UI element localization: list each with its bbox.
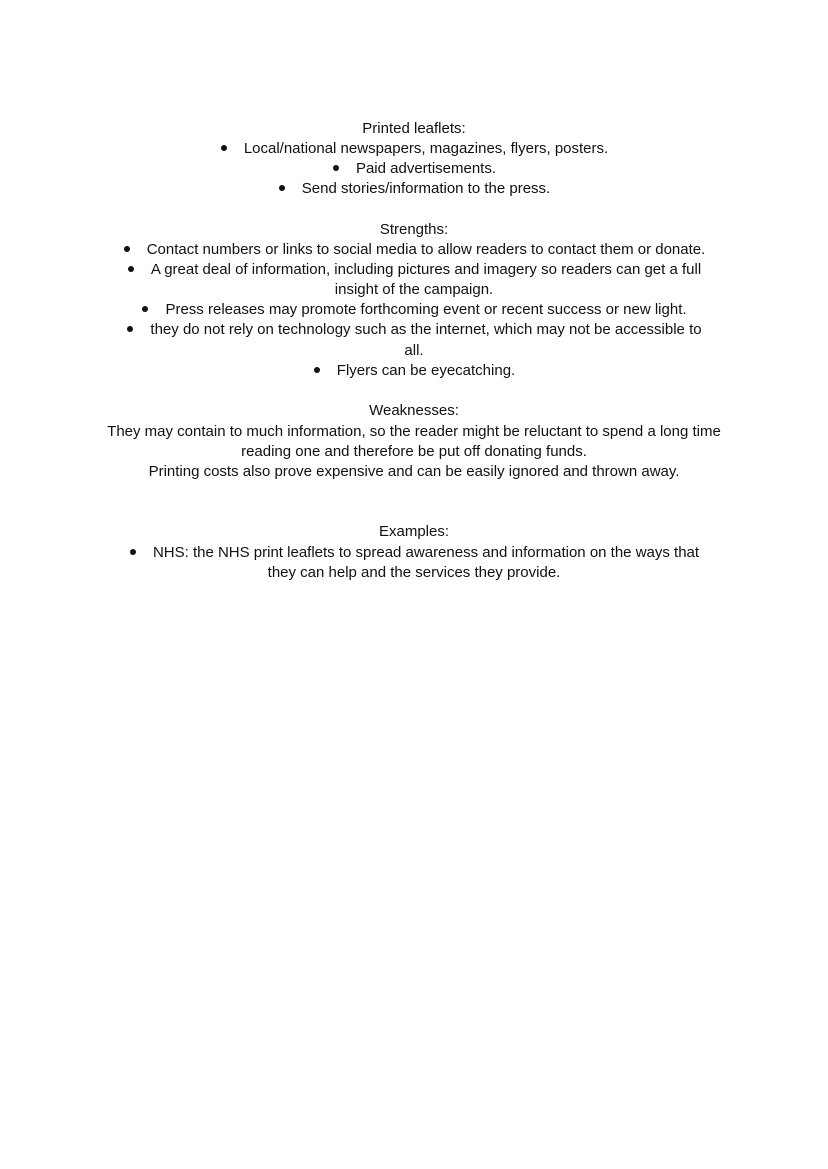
bullet-icon — [123, 240, 131, 260]
bullet-icon — [126, 320, 134, 340]
list-item: Send stories/information to the press. — [0, 179, 828, 199]
list-item: Flyers can be eyecatching. — [0, 361, 828, 381]
bullet-icon — [127, 260, 135, 280]
bullet-icon — [141, 300, 149, 320]
bullet-icon — [278, 179, 286, 199]
weakness-line: They may contain to much information, so the reader might be reluctant to spend a long time — [107, 423, 721, 440]
list-item: Paid advertisements. — [0, 159, 828, 179]
list-item-continuation: they can help and the services they provide. — [267, 564, 561, 581]
weakness-line: reading one and therefore be put off donating funds. — [241, 443, 587, 460]
bullet-icon — [129, 543, 137, 563]
list-item: A great deal of information, including pictures and imagery so readers can get a full — [0, 260, 828, 280]
weaknesses-heading: Weaknesses: — [369, 402, 459, 419]
bullet-icon — [313, 361, 321, 381]
strengths-heading: Strengths: — [379, 221, 449, 238]
list-item: Press releases may promote forthcoming event or recent success or new light. — [0, 300, 828, 320]
bullet-icon — [332, 159, 340, 179]
bullet-icon — [220, 139, 228, 159]
list-item: Contact numbers or links to social media to allow readers to contact them or donate. — [0, 240, 828, 260]
list-item: NHS: the NHS print leaflets to spread awareness and information on the ways that — [0, 543, 828, 563]
printed-heading: Printed leaflets: — [362, 120, 466, 137]
list-item-continuation: insight of the campaign. — [334, 281, 494, 298]
list-item-continuation: all. — [404, 342, 424, 359]
list-item: they do not rely on technology such as the internet, which may not be accessible to — [0, 320, 828, 340]
list-item: Local/national newspapers, magazines, flyers, posters. — [0, 139, 828, 159]
examples-heading: Examples: — [378, 523, 450, 540]
weakness-line: Printing costs also prove expensive and can be easily ignored and thrown away. — [148, 463, 680, 480]
